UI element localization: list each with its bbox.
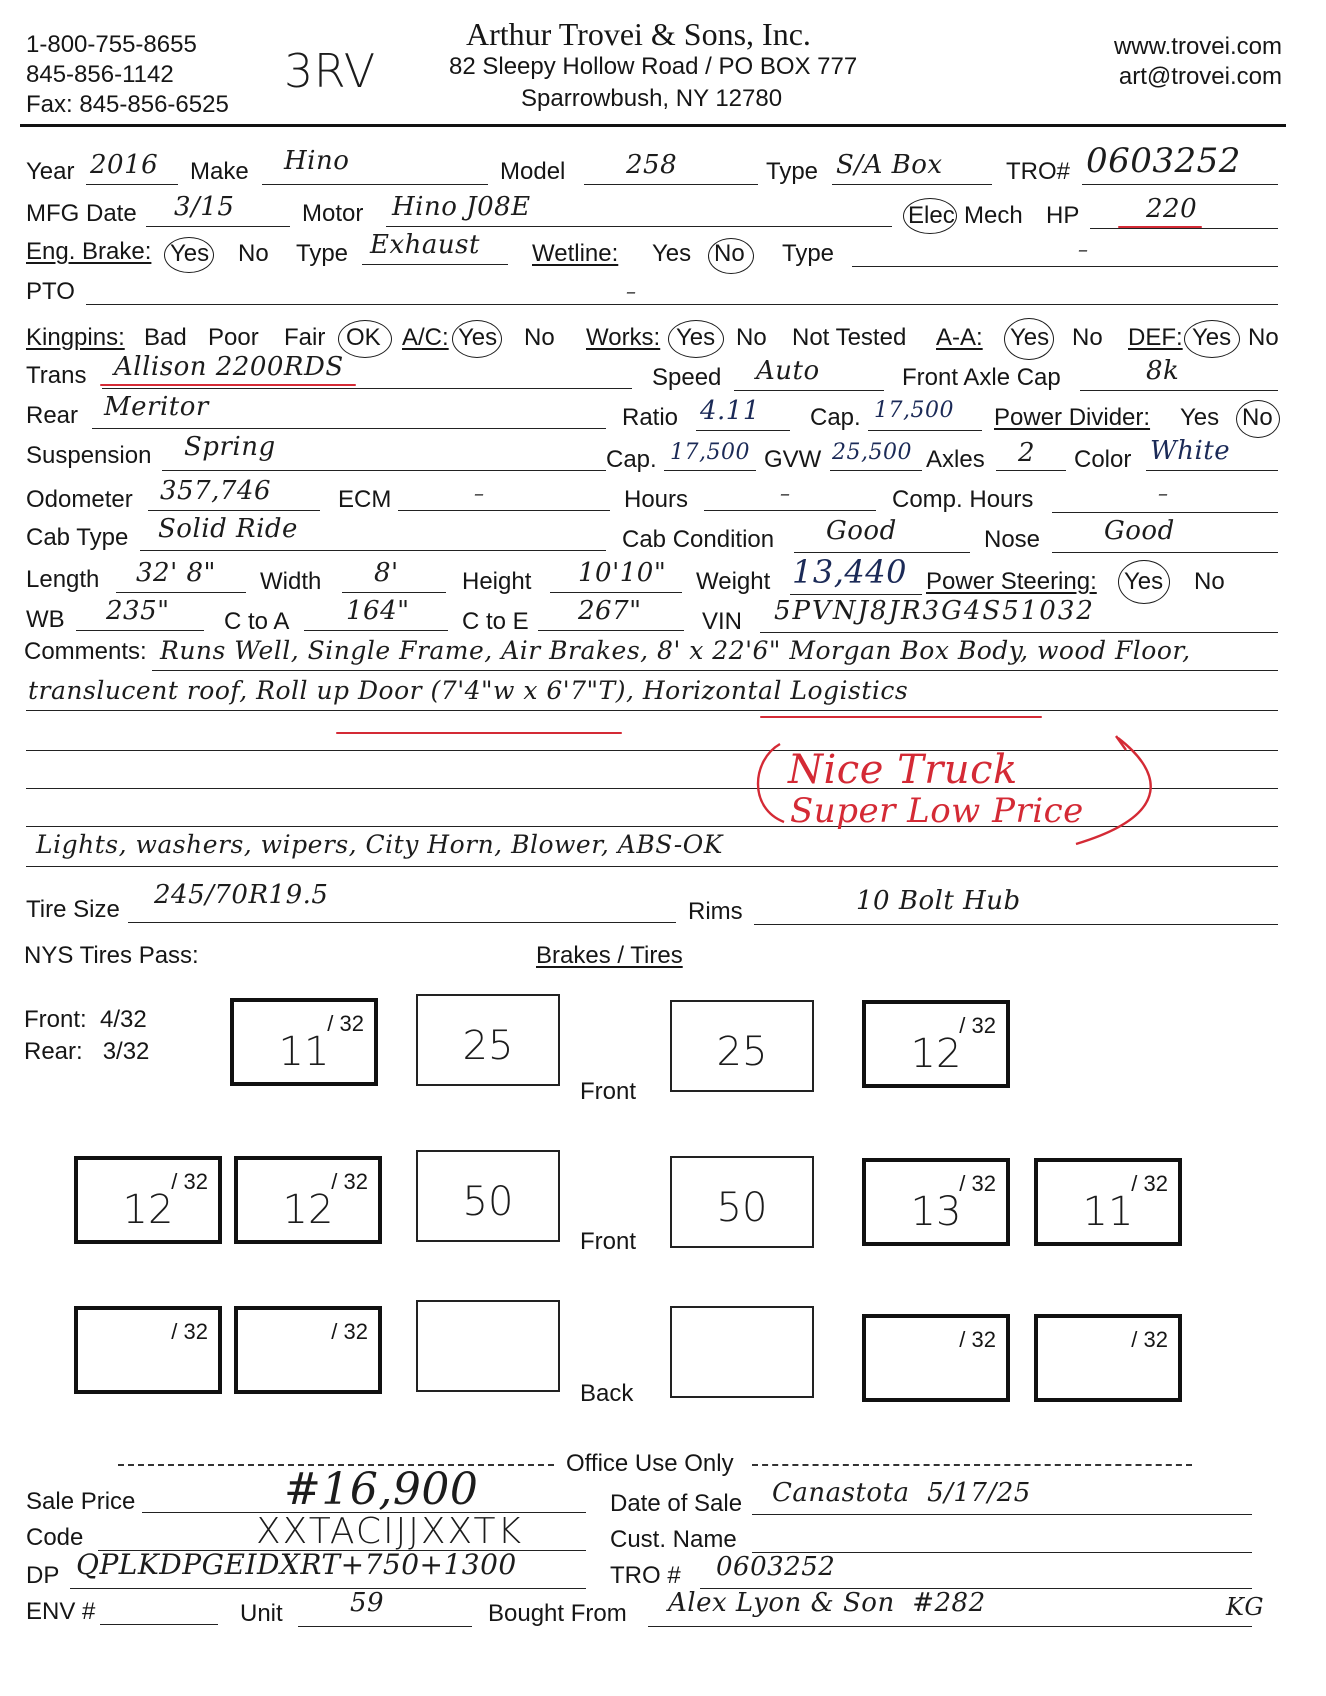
ac-yes[interactable]: Yes — [458, 324, 498, 351]
c-to-e-label: C to E — [462, 608, 529, 635]
works-label: Works: — [586, 324, 661, 351]
tire-box-front-right[interactable] — [862, 1000, 1010, 1088]
year-label: Year — [26, 158, 75, 185]
tire-tread-value: 11 — [1082, 1189, 1134, 1235]
kingpins-label: Kingpins: — [26, 324, 125, 351]
weight-line — [790, 594, 922, 595]
c-to-a-line — [304, 630, 448, 631]
front-tire-spec: Front: 4/32 — [24, 1006, 147, 1033]
speed-label: Speed — [652, 364, 722, 391]
company-address-2: Sparrowbush, NY 12780 — [521, 85, 783, 112]
code-value: XXTACIJJXXTK — [256, 1511, 524, 1552]
ecm-label: ECM — [338, 486, 392, 513]
brake-value: 50 — [462, 1179, 514, 1225]
axles-line — [996, 470, 1066, 471]
ecm-value: – — [474, 481, 485, 505]
tire-tread-value: 12 — [910, 1031, 962, 1077]
tire-box-rear1-inner-left[interactable] — [234, 1156, 382, 1244]
wet-type-label: Type — [782, 240, 835, 267]
brake-type-value: Exhaust — [370, 230, 480, 260]
tire-tread-value: 12 — [282, 1187, 334, 1233]
hours-line — [704, 510, 876, 511]
date-of-sale-label: Date of Sale — [610, 1490, 743, 1517]
rear-tire-spec: Rear: 3/32 — [24, 1038, 150, 1065]
vin-label: VIN — [702, 608, 743, 635]
phone-tollfree: 1-800-755-8655 — [26, 31, 197, 58]
tire-fraction: / 32 — [171, 1169, 208, 1194]
gvw-value: 25,500 — [832, 440, 912, 465]
hours-value: – — [780, 481, 791, 505]
power-divider-label: Power Divider: — [994, 404, 1151, 431]
gvw-line — [830, 470, 922, 471]
env-label: ENV # — [26, 1598, 96, 1625]
motor-label: Motor — [302, 200, 364, 227]
comment-red-underline-2 — [760, 716, 1042, 718]
kingpins-poor[interactable]: Poor — [208, 324, 259, 351]
rear-cap-line — [868, 430, 982, 431]
company-website: www.trovei.com — [1113, 33, 1282, 60]
wetline-no[interactable]: No — [714, 240, 745, 267]
office-use-only-heading: Office Use Only — [566, 1450, 734, 1477]
unit-value: 59 — [350, 1588, 385, 1618]
tire-fraction: / 32 — [959, 1013, 996, 1038]
nose-label: Nose — [984, 526, 1041, 553]
make-label: Make — [190, 158, 249, 185]
comment-line-2 — [26, 710, 1278, 711]
power-steering-label: Power Steering: — [926, 568, 1097, 595]
rear-label: Rear — [26, 402, 79, 429]
axles-label: Axles — [926, 446, 985, 473]
brake-type-label: Type — [296, 240, 349, 267]
bought-from-value: Alex Lyon & Son #282 — [668, 1588, 986, 1618]
front-axle-cap-label: Front Axle Cap — [902, 364, 1061, 391]
comment-line-6 — [26, 866, 1278, 867]
tire-box-rear1-outer-right[interactable] — [1034, 1158, 1182, 1246]
pto-value: – — [626, 279, 637, 303]
speed-line — [734, 390, 884, 391]
cab-condition-value: Good — [826, 516, 897, 546]
red-note-low-price: Super Low Price — [790, 791, 1084, 831]
eng-brake-no[interactable]: No — [238, 240, 269, 267]
tire-fraction: / 32 — [959, 1171, 996, 1196]
length-value: 32' 8" — [136, 558, 216, 588]
kingpins-ok[interactable]: OK — [346, 324, 381, 351]
rear-cap-value: 17,500 — [874, 398, 954, 423]
height-line — [550, 592, 682, 593]
nys-tires-pass-label: NYS Tires Pass: — [24, 942, 199, 969]
dp-value: QPLKDPGEIDXRT+750+1300 — [76, 1548, 517, 1581]
odometer-value: 357,746 — [160, 476, 272, 506]
tro-line — [1082, 184, 1278, 185]
motor-line — [386, 226, 892, 227]
year-line — [86, 184, 178, 185]
type-value: S/A Box — [836, 150, 943, 180]
cab-type-line — [140, 550, 606, 551]
tire-fraction: / 32 — [1131, 1327, 1168, 1352]
width-value: 8' — [374, 558, 399, 588]
tire-fraction: / 32 — [331, 1169, 368, 1194]
speed-value: Auto — [756, 356, 820, 386]
def-label: DEF: — [1128, 324, 1183, 351]
make-line — [262, 184, 488, 185]
header-divider — [20, 124, 1286, 127]
eng-brake-label: Eng. Brake: — [26, 238, 152, 265]
def-yes[interactable]: Yes — [1192, 324, 1232, 351]
tire-box-rear1-inner-right[interactable] — [862, 1158, 1010, 1246]
model-line — [584, 184, 758, 185]
power-steering-no[interactable]: No — [1194, 568, 1225, 595]
color-label: Color — [1074, 446, 1132, 473]
height-value: 10'10" — [578, 558, 667, 588]
phone-fax: Fax: 845-856-6525 — [26, 91, 229, 118]
model-label: Model — [500, 158, 566, 185]
office-dash-right — [752, 1464, 1192, 1466]
tire-tread-value: 13 — [910, 1189, 962, 1235]
hp-value: 220 — [1146, 194, 1198, 224]
odometer-label: Odometer — [26, 486, 133, 513]
brakes-tires-heading: Brakes / Tires — [536, 942, 683, 969]
tire-fraction: / 32 — [331, 1319, 368, 1344]
tire-fraction: / 32 — [171, 1319, 208, 1344]
tro-num-value: 0603252 — [716, 1552, 836, 1582]
color-value: White — [1150, 436, 1231, 466]
front-axle-label-1: Front — [580, 1078, 637, 1105]
hp-red-underline — [1118, 226, 1202, 228]
height-label: Height — [462, 568, 532, 595]
suspension-value: Spring — [184, 432, 276, 462]
odometer-line — [148, 510, 320, 511]
length-line — [116, 592, 246, 593]
brake-box-front-right[interactable] — [670, 1000, 814, 1092]
rims-value: 10 Bolt Hub — [856, 886, 1021, 916]
wet-type-value: – — [1078, 237, 1089, 261]
suspension-line — [162, 470, 606, 471]
env-line — [100, 1624, 218, 1625]
cust-name-label: Cust. Name — [610, 1526, 737, 1553]
tire-box-front-left[interactable] — [230, 998, 378, 1086]
pto-line — [86, 304, 1278, 305]
hours-label: Hours — [624, 486, 689, 513]
tire-box-rear2-outer-right[interactable] — [1034, 1314, 1182, 1402]
cab-condition-label: Cab Condition — [622, 526, 775, 553]
tire-box-rear2-inner-left[interactable] — [234, 1306, 382, 1394]
kingpins-fair[interactable]: Fair — [284, 324, 326, 351]
nose-line — [1052, 552, 1278, 553]
comp-hours-line — [1052, 512, 1278, 513]
tire-tread-value: 11 — [278, 1029, 330, 1075]
mfg-date-line — [146, 226, 290, 227]
brake-value: 25 — [716, 1029, 768, 1075]
def-no[interactable]: No — [1248, 324, 1279, 351]
date-of-sale-line — [752, 1514, 1252, 1515]
width-label: Width — [260, 568, 322, 595]
elec-option[interactable]: Elec — [908, 202, 955, 229]
brake-box-front-left[interactable] — [416, 994, 560, 1086]
unit-label: Unit — [240, 1600, 283, 1627]
tire-tread-value: 12 — [122, 1187, 174, 1233]
initials-value: KG — [1226, 1593, 1265, 1621]
weight-value: 13,440 — [792, 553, 907, 591]
kingpins-bad[interactable]: Bad — [144, 324, 187, 351]
ecm-line — [398, 510, 610, 511]
wb-label: WB — [26, 606, 65, 633]
wetline-label: Wetline: — [532, 240, 619, 267]
comment-line-1 — [152, 670, 1278, 671]
power-steering-yes[interactable]: Yes — [1124, 568, 1164, 595]
wet-type-line — [852, 266, 1278, 267]
tire-box-rear1-outer-left[interactable] — [74, 1156, 222, 1244]
tire-size-line — [128, 922, 676, 923]
comments-label: Comments: — [24, 638, 147, 665]
weight-label: Weight — [696, 568, 771, 595]
susp-cap-value: 17,500 — [670, 440, 750, 465]
company-address-1: 82 Sleepy Hollow Road / PO BOX 777 — [449, 53, 858, 80]
axles-value: 2 — [1018, 438, 1036, 468]
trans-line — [102, 388, 632, 389]
tire-fraction: / 32 — [1131, 1171, 1168, 1196]
ac-no[interactable]: No — [524, 324, 555, 351]
back-axle-label: Back — [580, 1380, 634, 1407]
tire-box-rear2-outer-left[interactable] — [74, 1306, 222, 1394]
suspension-label: Suspension — [26, 442, 152, 469]
tro-label: TRO# — [1006, 158, 1071, 185]
nose-value: Good — [1104, 516, 1175, 546]
sale-price-value: #16,900 — [284, 1464, 479, 1515]
rear-line — [92, 428, 606, 429]
dp-label: DP — [26, 1562, 60, 1589]
tire-fraction: / 32 — [959, 1327, 996, 1352]
brake-box-rear2-left[interactable] — [416, 1300, 560, 1392]
ratio-line — [696, 430, 790, 431]
unit-line — [298, 1626, 472, 1627]
bought-from-label: Bought From — [488, 1600, 627, 1627]
motor-value: Hino J08E — [392, 192, 531, 222]
front-axle-label-2: Front — [580, 1228, 637, 1255]
tro-value: 0603252 — [1086, 141, 1241, 181]
color-line — [1146, 470, 1278, 471]
sale-price-label: Sale Price — [26, 1488, 136, 1515]
comp-hours-value: – — [1158, 481, 1169, 505]
brake-box-rear2-right[interactable] — [670, 1306, 814, 1398]
comment-line-5-text: Lights, washers, wipers, City Horn, Blower, ABS-OK — [36, 830, 723, 859]
front-axle-cap-value: 8k — [1146, 356, 1180, 386]
hp-label: HP — [1046, 202, 1080, 229]
c-to-e-line — [538, 630, 684, 631]
tire-size-value: 245/70R19.5 — [154, 880, 329, 910]
aa-label: A-A: — [936, 324, 983, 351]
rims-label: Rims — [688, 898, 743, 925]
brake-value: 25 — [462, 1023, 514, 1069]
rear-cap-label: Cap. — [810, 404, 861, 431]
year-value: 2016 — [90, 150, 159, 180]
trans-value: Allison 2200RDS — [114, 352, 344, 382]
wetline-yes[interactable]: Yes — [652, 240, 692, 267]
c-to-a-value: 164" — [346, 596, 410, 626]
tro-num-label: TRO # — [610, 1562, 681, 1589]
cab-type-label: Cab Type — [26, 524, 129, 551]
tire-fraction: / 32 — [327, 1011, 364, 1036]
wb-line — [76, 630, 204, 631]
type-line — [832, 184, 992, 185]
bought-from-line — [648, 1626, 1252, 1627]
cab-type-value: Solid Ride — [158, 514, 298, 544]
rear-value: Meritor — [104, 392, 209, 422]
rims-line — [754, 924, 1278, 925]
comment-red-underline-1 — [336, 732, 622, 734]
aa-yes[interactable]: Yes — [1010, 324, 1050, 351]
red-note-nice-truck: Nice Truck — [788, 747, 1018, 793]
stock-note: 3RV — [284, 44, 376, 98]
phone-local: 845-856-1142 — [26, 61, 174, 88]
brake-box-rear1-right[interactable] — [670, 1156, 814, 1248]
works-yes[interactable]: Yes — [676, 324, 716, 351]
trans-red-underline — [100, 384, 356, 386]
front-axle-cap-line — [1080, 390, 1278, 391]
c-to-e-value: 267" — [578, 596, 642, 626]
make-value: Hino — [284, 146, 350, 176]
eng-brake-yes[interactable]: Yes — [170, 240, 210, 267]
trans-label: Trans — [26, 362, 87, 389]
vin-line — [760, 632, 1278, 633]
comment-line-2-text: translucent roof, Roll up Door (7'4"w x 6'7"T), Horizontal Logistics — [28, 676, 909, 705]
dp-line — [70, 1588, 586, 1589]
hp-line — [1090, 228, 1278, 229]
aa-no[interactable]: No — [1072, 324, 1103, 351]
works-no[interactable]: No — [736, 324, 767, 351]
ratio-value: 4.11 — [700, 396, 760, 426]
gvw-label: GVW — [764, 446, 822, 473]
brake-type-line — [362, 264, 508, 265]
pto-label: PTO — [26, 278, 75, 305]
power-divider-yes[interactable]: Yes — [1180, 404, 1220, 431]
company-email: art@trovei.com — [1118, 63, 1282, 90]
mfg-date-label: MFG Date — [26, 200, 137, 227]
susp-cap-line — [664, 470, 756, 471]
model-value: 258 — [626, 150, 678, 180]
company-name: Arthur Trovei & Sons, Inc. — [466, 16, 811, 52]
ratio-label: Ratio — [622, 404, 679, 431]
brake-box-rear1-left[interactable] — [416, 1150, 560, 1242]
code-label: Code — [26, 1524, 84, 1551]
mfg-date-value: 3/15 — [174, 192, 235, 222]
works-not-tested[interactable]: Not Tested — [792, 324, 907, 351]
comp-hours-label: Comp. Hours — [892, 486, 1034, 513]
ac-label: A/C: — [402, 324, 449, 351]
tire-box-rear2-inner-right[interactable] — [862, 1314, 1010, 1402]
c-to-a-label: C to A — [224, 608, 290, 635]
tire-size-label: Tire Size — [26, 896, 120, 923]
date-of-sale-value: Canastota 5/17/25 — [772, 1478, 1031, 1508]
comment-line-1-text: Runs Well, Single Frame, Air Brakes, 8' x 22'6" Morgan Box Body, wood Floor, — [160, 636, 1191, 665]
type-label: Type — [766, 158, 819, 185]
length-label: Length — [26, 566, 100, 593]
mech-option[interactable]: Mech — [964, 202, 1023, 229]
wb-value: 235" — [106, 596, 170, 626]
vin-value: 5PVNJ8JR3G4S51032 — [774, 596, 1095, 626]
susp-cap-label: Cap. — [606, 446, 657, 473]
brake-value: 50 — [716, 1185, 768, 1231]
power-divider-no[interactable]: No — [1242, 404, 1273, 431]
width-line — [342, 592, 446, 593]
